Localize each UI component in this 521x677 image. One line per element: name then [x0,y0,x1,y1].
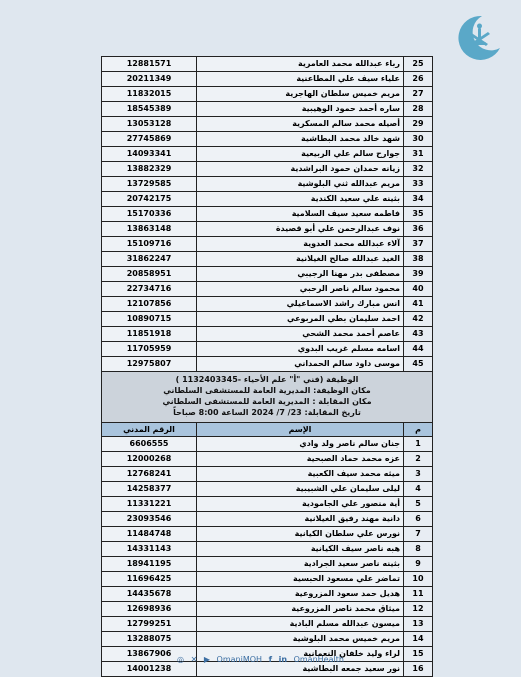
civil-number-cell: 6606555 [102,437,197,452]
table-row [102,252,433,267]
candidates-table-2 [101,422,433,677]
civil-number-cell: 23093546 [102,512,197,527]
row-number-cell: 5 [404,497,433,512]
row-number-cell: 28 [404,102,433,117]
name-cell: زيانه حمدان حمود البراشدية [197,162,404,177]
name-cell: بثينه علي سعيد الكندية [197,192,404,207]
table-row [102,102,433,117]
civil-number-cell: 18941195 [102,557,197,572]
header-civil-number: الرقم المدني [102,423,197,437]
table-row [102,512,433,527]
table-row [102,602,433,617]
row-number-cell: 34 [404,192,433,207]
interview-date-line: تاريخ المقابلة: 23/ 7/ 2024 الساعة 8:00 صباحاً [173,408,361,417]
name-cell: ساره أحمد حمود الوهيبية [197,102,404,117]
facebook-icon: f [268,655,273,664]
row-number-cell: 36 [404,222,433,237]
table-row [102,222,433,237]
footer-handle-1: OmaniMOH [216,655,263,664]
row-number-cell: 26 [404,72,433,87]
table-row [102,267,433,282]
table-row [102,192,433,207]
civil-number-cell: 14435678 [102,587,197,602]
civil-number-cell: 12975807 [102,357,197,372]
table-row [102,342,433,357]
candidates-table-1 [101,56,433,372]
row-number-cell: 41 [404,297,433,312]
row-number-cell: 27 [404,87,433,102]
interview-location-line: مكان المقابلة : المديرية العامة للمستشفى السلطاني [162,397,372,406]
row-number-cell: 44 [404,342,433,357]
name-cell: ميثاق محمد ناصر المزروعية [197,602,404,617]
civil-number-cell: 14001238 [102,662,197,677]
table-row [102,207,433,222]
table-row [102,542,433,557]
name-cell: نوف عبدالرحمن علي أبو قصيدة [197,222,404,237]
row-number-cell: 3 [404,467,433,482]
footer-social [0,655,521,664]
row-number-cell: 11 [404,587,433,602]
header-name: الإسم [197,423,404,437]
linkedin-icon: in [278,655,288,664]
table-row [102,312,433,327]
civil-number-cell: 11705959 [102,342,197,357]
row-number-cell: 13 [404,617,433,632]
civil-number-cell: 11484748 [102,527,197,542]
table-row [102,87,433,102]
table-row [102,527,433,542]
instagram-icon: ◎ [177,655,185,664]
civil-number-cell: 20211349 [102,72,197,87]
civil-number-cell: 11851918 [102,327,197,342]
civil-number-cell: 15170336 [102,207,197,222]
table-row [102,117,433,132]
name-cell: بثينه ناصر سعيد الجرادية [197,557,404,572]
name-cell: شهد خالد محمد البطاشية [197,132,404,147]
civil-number-cell: 22734716 [102,282,197,297]
civil-number-cell: 18545389 [102,102,197,117]
row-number-cell: 2 [404,452,433,467]
name-cell: دانية مهند رفيق الغيلانية [197,512,404,527]
name-cell: هبه ناصر سيف الكيانية [197,542,404,557]
row-number-cell: 30 [404,132,433,147]
civil-number-cell: 20742175 [102,192,197,207]
civil-number-cell: 12107856 [102,297,197,312]
name-cell: ميثه محمد سيف الكعبية [197,467,404,482]
row-number-cell: 16 [404,662,433,677]
name-cell: فاطمه سعيد سيف السلامية [197,207,404,222]
table-row [102,57,433,72]
row-number-cell: 25 [404,57,433,72]
table-row [102,482,433,497]
row-number-cell: 42 [404,312,433,327]
civil-number-cell: 13867906 [102,647,197,662]
name-cell: ليلى سليمان علي الشبيبية [197,482,404,497]
row-number-cell: 29 [404,117,433,132]
row-number-cell: 1 [404,437,433,452]
row-number-cell: 15 [404,647,433,662]
job-location-line: مكان الوظيفة: المديرية العامة للمستشفى السلطاني [163,386,371,395]
table-row [102,572,433,587]
name-cell: احمد سليمان بطي المربوعي [197,312,404,327]
name-cell: علياء سيف علي المطاعنية [197,72,404,87]
header-number: م [404,423,433,437]
name-cell: محمود سالم ناصر الرحبي [197,282,404,297]
ministry-logo [452,12,504,64]
name-cell: ميسون عبدالله مسلم البادية [197,617,404,632]
civil-number-cell: 10890715 [102,312,197,327]
civil-number-cell: 11331221 [102,497,197,512]
footer-handle-2: OmanHealth [293,655,344,664]
row-number-cell: 35 [404,207,433,222]
civil-number-cell: 13053128 [102,117,197,132]
table-row [102,557,433,572]
row-number-cell: 33 [404,177,433,192]
row-number-cell: 45 [404,357,433,372]
table-row [102,147,433,162]
table-row [102,357,433,372]
name-cell: مصطفى بدر مهنا الرجيبي [197,267,404,282]
name-cell: أية منصور علي الجامودية [197,497,404,512]
table-row [102,237,433,252]
name-cell: رباء عبدالله محمد العامرية [197,57,404,72]
table-row [102,177,433,192]
name-cell: مريم عبدالله ثني البلوشية [197,177,404,192]
name-cell: مريم خميس محمد البلوشية [197,632,404,647]
row-number-cell: 7 [404,527,433,542]
table-row [102,132,433,147]
name-cell: نورس علي سلطان الكيانية [197,527,404,542]
civil-number-cell: 14331143 [102,542,197,557]
civil-number-cell: 13882329 [102,162,197,177]
name-cell: الغيد عبدالله صالح الغيلانية [197,252,404,267]
table-row [102,452,433,467]
table-row [102,467,433,482]
civil-number-cell: 14258377 [102,482,197,497]
table-row [102,632,433,647]
civil-number-cell: 12768241 [102,467,197,482]
row-number-cell: 43 [404,327,433,342]
civil-number-cell: 12799251 [102,617,197,632]
row-number-cell: 40 [404,282,433,297]
interview-info-block [101,372,433,422]
civil-number-cell: 14093341 [102,147,197,162]
civil-number-cell: 15109716 [102,237,197,252]
row-number-cell: 12 [404,602,433,617]
civil-number-cell: 11696425 [102,572,197,587]
civil-number-cell: 27745869 [102,132,197,147]
name-cell: هديل حمد سعود المزروعية [197,587,404,602]
name-cell: أصيله محمد سالم المسكرية [197,117,404,132]
civil-number-cell: 13863148 [102,222,197,237]
table-row [102,497,433,512]
name-cell: مريم خميس سلطان الهاجرية [197,87,404,102]
youtube-icon: ▶ [203,655,210,664]
table-row [102,297,433,312]
name-cell: انس مبارك راشد الاسماعيلي [197,297,404,312]
name-cell: تماضر علي مسعود الحبسية [197,572,404,587]
row-number-cell: 37 [404,237,433,252]
document-sheet [101,56,433,677]
name-cell: موسى داود سالم الحمداني [197,357,404,372]
civil-number-cell: 12000268 [102,452,197,467]
name-cell: اسامه مسلم غريب البدوي [197,342,404,357]
job-title-line: الوظيفة (فني "أ" علم الأحياء -1132403345 ) [175,375,359,384]
name-cell: نور سعيد جمعه البطاشية [197,662,404,677]
civil-number-cell: 31862247 [102,252,197,267]
civil-number-cell: 12698936 [102,602,197,617]
civil-number-cell: 11832015 [102,87,197,102]
table-row [102,327,433,342]
civil-number-cell: 13729585 [102,177,197,192]
table-row [102,162,433,177]
row-number-cell: 31 [404,147,433,162]
civil-number-cell: 13288075 [102,632,197,647]
row-number-cell: 14 [404,632,433,647]
row-number-cell: 39 [404,267,433,282]
row-number-cell: 10 [404,572,433,587]
name-cell: آلاء عبدالله محمد العدوية [197,237,404,252]
row-number-cell: 8 [404,542,433,557]
name-cell: جنان سالم ناصر ولد وادي [197,437,404,452]
name-cell: عزه محمد حماد الصبحية [197,452,404,467]
row-number-cell: 32 [404,162,433,177]
table-header-row [102,423,433,437]
civil-number-cell: 20858951 [102,267,197,282]
row-number-cell: 6 [404,512,433,527]
row-number-cell: 4 [404,482,433,497]
table-row [102,617,433,632]
row-number-cell: 9 [404,557,433,572]
table-row [102,72,433,87]
civil-number-cell: 12881571 [102,57,197,72]
name-cell: عاصم أحمد محمد الشحي [197,327,404,342]
row-number-cell: 38 [404,252,433,267]
name-cell: لراء وليد خلفان النعمانية [197,647,404,662]
name-cell: جوارح سالم علي الربيعية [197,147,404,162]
table-row [102,282,433,297]
table-row [102,587,433,602]
table-row [102,437,433,452]
x-icon: ✕ [190,655,198,664]
